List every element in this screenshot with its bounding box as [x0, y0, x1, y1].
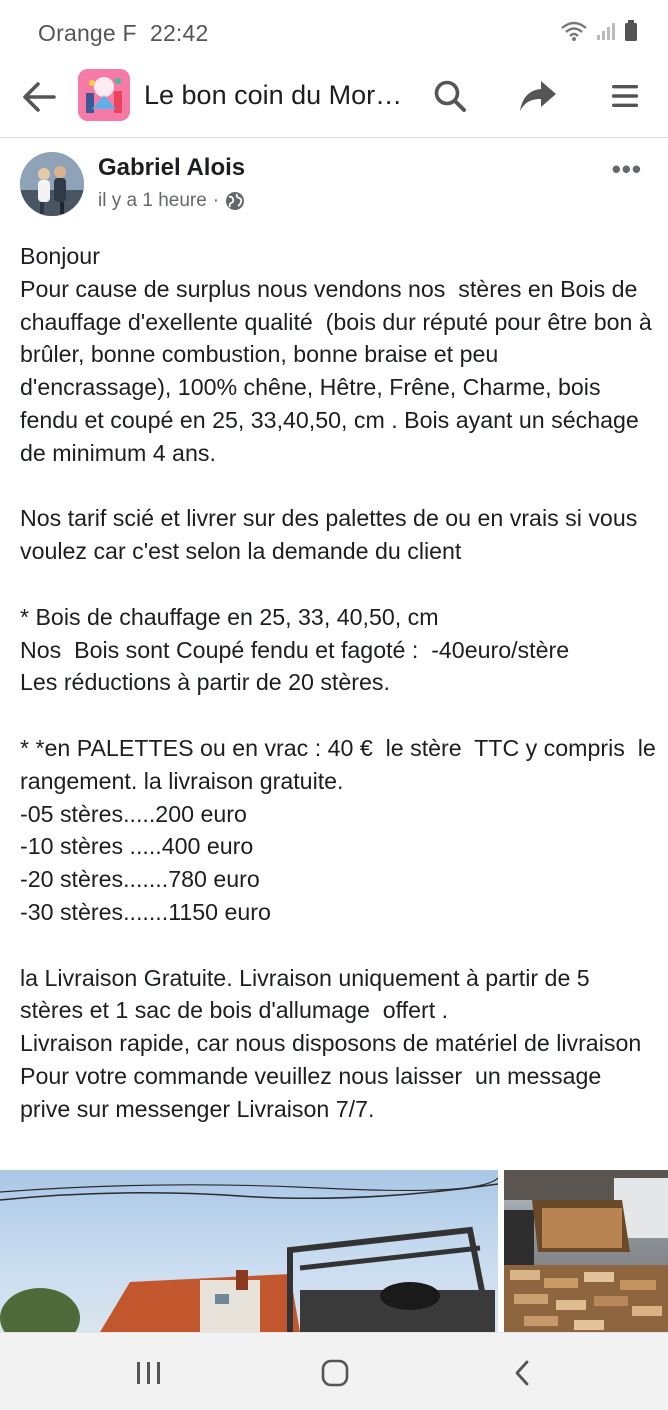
truck-photo — [0, 1170, 498, 1332]
status-icons — [560, 20, 638, 42]
share-button[interactable] — [518, 76, 558, 116]
post-photos — [0, 1170, 668, 1332]
post-photo-firewood[interactable] — [504, 1170, 668, 1332]
menu-icon — [610, 82, 640, 110]
clock: 22:42 — [149, 20, 209, 46]
post-time[interactable]: il y a 1 heure — [98, 190, 207, 211]
back-arrow-icon — [21, 81, 57, 113]
recent-apps-button[interactable] — [127, 1351, 171, 1395]
search-button[interactable] — [430, 76, 470, 116]
back-button[interactable] — [18, 76, 60, 118]
group-cover-image — [78, 69, 130, 121]
carrier-time — [38, 20, 209, 47]
signal-icon — [596, 21, 616, 41]
home-icon — [320, 1358, 350, 1388]
post-text: Bonjour Pour cause de surplus nous vendons nos stères en Bois de chauffage d'exellente qualité (bois dur réputé pour être bon à brûler, bonne combustion, bonne braise et peu d'encrassage), 100% chêne, Hêtre, Frêne, Charme, bois fendu et coupé en 25, 33,40,50, cm . Bois ayant un séchage de minimum 4 ans. Nos tarif scié et livrer sur des palettes de ou en vrais si vous voulez car c'est selon la demande du client * Bois de chauffage en 25, 33, 40,50, cm Nos Bois sont Coupé fendu et fagoté : -40euro/stère Les réductions à partir de 20 stères. * *en PALETTES ou en vrac : 40 € le stère TTC y compris le rangement. la livraison gratuite. -05 stères.....200 euro -10 stères .....400 euro -20 stères.......780 euro -30 stères.......1150 euro la Livraison Gratuite. Livraison uniquement à partir de 5 stères et 1 sac de bois d'allumage offert . Livraison rapide, car nous disposons de matériel de livraison Pour votre commande veuillez nous laisser un message prive sur messenger Livraison 7/7. — [20, 243, 656, 1122]
firewood-photo — [504, 1170, 668, 1332]
share-icon — [519, 79, 557, 113]
group-title[interactable]: Le bon coin du Mor… — [144, 80, 403, 110]
author-avatar[interactable] — [20, 152, 84, 216]
carrier-name: Orange F — [38, 20, 137, 46]
system-back-button[interactable] — [500, 1351, 544, 1395]
android-nav-bar — [0, 1332, 668, 1410]
meta-separator: · — [212, 190, 220, 211]
globe-icon — [225, 191, 245, 211]
author-name[interactable]: Gabriel Alois — [98, 154, 246, 181]
status-bar — [0, 0, 668, 66]
author-photo — [20, 152, 84, 216]
back-icon — [511, 1358, 533, 1388]
post-more-button[interactable]: ••• — [611, 154, 642, 184]
post-header — [0, 138, 668, 230]
search-icon — [433, 79, 467, 113]
recent-apps-icon — [134, 1360, 164, 1386]
menu-button[interactable] — [605, 76, 645, 116]
group-header — [0, 66, 668, 138]
post-photo-truck[interactable] — [0, 1170, 498, 1332]
battery-icon — [624, 20, 638, 42]
post-meta — [98, 190, 245, 212]
wifi-icon — [560, 20, 588, 42]
group-avatar[interactable] — [78, 69, 130, 121]
home-button[interactable] — [313, 1351, 357, 1395]
